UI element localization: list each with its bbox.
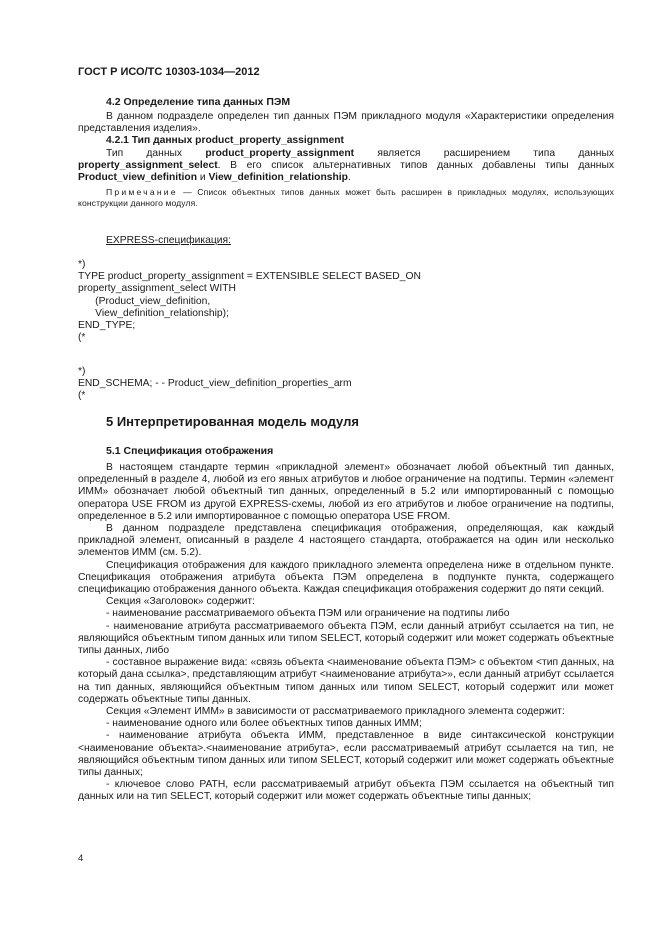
paragraph: В настоящем стандарте термин «прикладной элемент» обозначает любой объектный тип данных, определенный в разделе 4, любой из его явных атрибутов и любое ограничение на подтипы. Термин «элемент ИММ» обозначает любой объектный тип данных, определенный в 5.2 или импортированный с помощью оператора USE FROM из другой EXPRESS-схемы, любой из его атрибутов и любое ограничение на подтипы, определенное в 5.2 или импортированное с помощью оператора USE FROM. [78,462,614,522]
code-line: (* [78,390,86,402]
section-5-title: 5 Интерпретированная модель модуля [106,414,359,429]
section-4-2-1-title: 4.2.1 Тип данных product_property_assignment [106,135,344,147]
section-4-2-body [78,111,614,209]
section-4-2-title: 4.2 Определение типа данных ПЭМ [106,96,291,108]
express-spec-label: EXPRESS-спецификация: [106,235,231,246]
section-5-1-body [78,462,614,804]
code-line: TYPE product_property_assignment = EXTENSIBLE SELECT BASED_ON [78,271,421,283]
list-item: - наименование рассматриваемого объекта ПЭМ или ограничение на подтипы либо [106,608,510,620]
note-text: — Список объектных типов данных может быть расширен в прикладных модулях, использующих конструкции данного модуля. [78,187,614,209]
paragraph-type-description: Тип данных product_property_assignment является расширением типа данных property_assignment_select. В его список альтернативных типов данных добавлены типы данных Product_view_definition и View_definition_relationship. [78,147,614,184]
paragraph: В данном подразделе представлена спецификация отображения, определяющая, как каждый прикладной элемент, описанный в разделе 4 настоящего стандарта, отображается на один или несколько элементов ИММ (см. 5.2). [78,523,614,559]
code-line: View_definition_relationship); [78,307,229,319]
paragraph: Секция «Заголовок» содержит: [106,596,255,608]
code-line: (Product_view_definition, [78,295,211,307]
code-line: END_TYPE; [78,320,136,332]
list-item: - наименование атрибута рассматриваемого объекта ПЭМ, если данный атрибут ссылается на тип, не являющийся объектным типом данных или типом SELECT, который содержит или может содержать объектные типы данных, либо [78,620,614,657]
code-line: *) [78,366,86,377]
code-line: property_assignment_select WITH [78,283,236,295]
note-label: Примечание [106,187,178,198]
code-line: (* [78,332,86,344]
paragraph: В данном подразделе определен тип данных ПЭМ прикладного модуля «Характеристики определения представления изделия». [78,111,614,135]
note [78,187,614,209]
page-number: 4 [78,853,84,864]
document-header: ГОСТ Р ИСО/ТС 10303-1034—2012 [78,66,260,78]
express-code-block [78,259,421,344]
paragraph: Секция «Элемент ИММ» в зависимости от рассматриваемого прикладного элемента содержит: [106,706,565,718]
list-item: - наименование одного или более объектных типов данных ИММ; [106,718,422,730]
list-item: - составное выражение вида: «связь объекта <наименование объекта ПЭМ> с объектом <тип данных, на который дана ссылка>, представляющим атрибут <наименование атрибута>», если данный атрибут ссылается на тип данных, являющийся объектным типом данных или типом SELECT, который содержит или может содержать объектные типы данных. [78,657,614,705]
code-line: *) [78,259,86,270]
express-code-block-end [78,366,352,403]
list-item: - ключевое слово PATH, если рассматриваемый атрибут объекта ПЭМ ссылается на объектный тип данных или на тип SELECT, который содержит или может содержать объектные типы данных; [78,779,614,803]
code-line: END_SCHEMA; - - Product_view_definition_properties_arm [78,378,352,390]
paragraph: Спецификация отображения для каждого прикладного элемента определена ниже в отдельном пункте. Спецификация отображения атрибута объекта ПЭМ определена в подпункте пункта, содержащего спецификацию отображения данного объекта. Каждая спецификация отображения содержит до пяти секций. [78,559,614,596]
express-label-block [78,235,614,247]
section-5-1-title: 5.1 Спецификация отображения [106,445,274,457]
list-item: - наименование атрибута объекта ИММ, представленное в виде синтаксической конструкции <наименование объекта>.<наименование атрибута>, если рассматриваемый атрибут ссылается на тип, не являющийся объектным типом данных или типом SELECT, который содержит или может содержать объектные типы данных; [78,730,614,779]
